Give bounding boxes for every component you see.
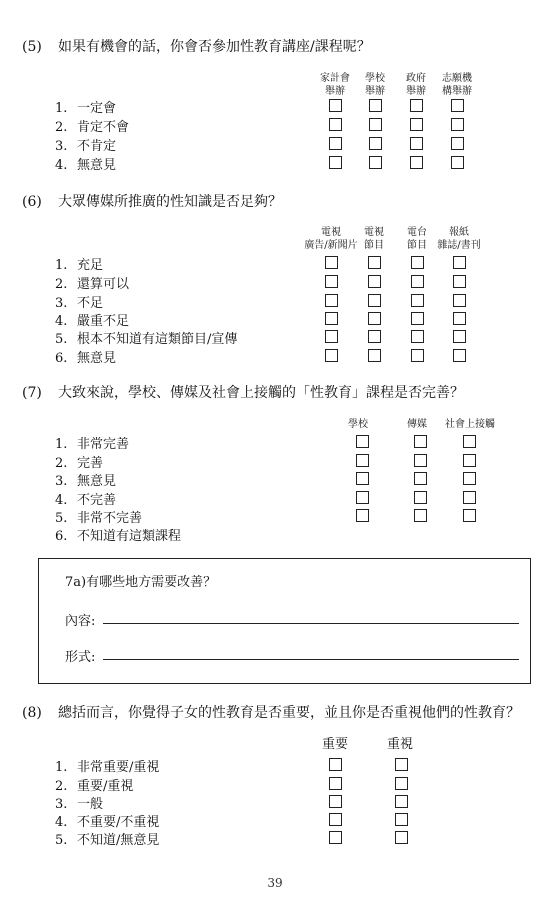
option-row: 2. 還算可以 <box>55 277 130 292</box>
checkbox[interactable] <box>329 795 342 808</box>
column-header: 電視 廣告/新聞片 <box>304 227 358 251</box>
checkbox[interactable] <box>325 294 338 307</box>
checkbox[interactable] <box>411 275 424 288</box>
column-header: 重要 <box>321 737 348 752</box>
question-number: (7) <box>22 385 42 401</box>
checkbox[interactable] <box>414 509 427 522</box>
column-header: 電台 節目 <box>407 227 427 251</box>
checkbox[interactable] <box>329 777 342 790</box>
option-row: 5. 不知道/無意見 <box>55 833 160 848</box>
checkbox[interactable] <box>451 99 464 112</box>
option-row: 2. 完善 <box>55 456 104 471</box>
question-text: 總括而言，你覺得子女的性教育是否重要，並且你是否重視他們的性教育？ <box>58 705 520 721</box>
checkbox[interactable] <box>368 312 381 325</box>
checkbox[interactable] <box>329 137 342 150</box>
checkbox[interactable] <box>368 294 381 307</box>
option-row: 3. 一般 <box>55 797 104 812</box>
checkbox[interactable] <box>369 99 382 112</box>
checkbox[interactable] <box>329 118 342 131</box>
option-row: 5. 根本不知道有這類節目/宣傳 <box>55 332 238 347</box>
checkbox[interactable] <box>368 330 381 343</box>
checkbox[interactable] <box>395 777 408 790</box>
checkbox[interactable] <box>453 256 466 269</box>
content-label: 內容: <box>65 614 96 629</box>
checkbox[interactable] <box>463 472 476 485</box>
checkbox[interactable] <box>325 275 338 288</box>
checkbox[interactable] <box>329 758 342 771</box>
option-row: 4. 嚴重不足 <box>55 314 130 329</box>
checkbox[interactable] <box>369 156 382 169</box>
column-header: 重視 <box>386 737 413 752</box>
column-header: 志願機 構舉辦 <box>442 73 472 97</box>
checkbox[interactable] <box>414 472 427 485</box>
content-answer-line[interactable] <box>103 623 519 624</box>
checkbox[interactable] <box>368 275 381 288</box>
checkbox[interactable] <box>369 137 382 150</box>
checkbox[interactable] <box>414 454 427 467</box>
checkbox[interactable] <box>411 256 424 269</box>
checkbox[interactable] <box>451 156 464 169</box>
checkbox[interactable] <box>356 509 369 522</box>
question-6 <box>22 191 282 211</box>
checkbox[interactable] <box>414 491 427 504</box>
checkbox[interactable] <box>453 275 466 288</box>
checkbox[interactable] <box>414 435 427 448</box>
checkbox[interactable] <box>453 294 466 307</box>
checkbox[interactable] <box>356 435 369 448</box>
checkbox[interactable] <box>356 454 369 467</box>
option-row: 6. 不知道有這類課程 <box>55 529 182 544</box>
followup-title: 7a)有哪些地方需要改善？ <box>65 575 217 590</box>
option-row: 1. 充足 <box>55 258 104 273</box>
page-number: 39 <box>267 876 283 890</box>
checkbox[interactable] <box>329 156 342 169</box>
column-header: 報紙 雜誌/書刊 <box>437 227 481 251</box>
checkbox[interactable] <box>368 256 381 269</box>
question-number: (5) <box>22 39 42 55</box>
checkbox[interactable] <box>369 118 382 131</box>
question-5 <box>22 36 371 56</box>
checkbox[interactable] <box>325 330 338 343</box>
option-row: 5. 非常不完善 <box>55 511 143 526</box>
option-row: 1. 非常完善 <box>55 437 130 452</box>
checkbox[interactable] <box>395 758 408 771</box>
followup-panel-7a <box>38 558 531 684</box>
form-answer-line[interactable] <box>103 659 519 660</box>
option-row: 3. 不足 <box>55 296 104 311</box>
option-row: 2. 肯定不會 <box>55 120 130 135</box>
checkbox[interactable] <box>453 312 466 325</box>
question-number: (8) <box>22 705 42 721</box>
column-header: 政府 舉辦 <box>406 73 426 97</box>
form-label: 形式: <box>65 650 96 665</box>
checkbox[interactable] <box>463 509 476 522</box>
column-header: 學校 舉辦 <box>365 73 385 97</box>
checkbox[interactable] <box>410 118 423 131</box>
option-row: 4. 無意見 <box>55 158 117 173</box>
option-row: 3. 無意見 <box>55 474 117 489</box>
checkbox[interactable] <box>453 330 466 343</box>
checkbox[interactable] <box>411 349 424 362</box>
question-8 <box>22 702 520 722</box>
question-7 <box>22 382 464 402</box>
checkbox[interactable] <box>395 813 408 826</box>
checkbox[interactable] <box>356 491 369 504</box>
question-text: 大眾傳媒所推廣的性知識是否足夠？ <box>58 194 282 210</box>
question-number: (6) <box>22 194 42 210</box>
option-row: 4. 不重要/不重視 <box>55 815 160 830</box>
checkbox[interactable] <box>329 813 342 826</box>
checkbox[interactable] <box>463 491 476 504</box>
checkbox[interactable] <box>325 256 338 269</box>
checkbox[interactable] <box>463 435 476 448</box>
column-header: 學校 <box>348 419 368 430</box>
option-row: 2. 重要/重視 <box>55 779 134 794</box>
checkbox[interactable] <box>395 831 408 844</box>
option-row: 1. 一定會 <box>55 101 117 116</box>
column-header: 社會上接觸 <box>445 419 495 430</box>
column-header: 家計會 舉辦 <box>320 73 350 97</box>
checkbox[interactable] <box>451 118 464 131</box>
checkbox[interactable] <box>395 795 408 808</box>
option-row: 3. 不肯定 <box>55 139 117 154</box>
checkbox[interactable] <box>410 99 423 112</box>
option-row: 1. 非常重要/重視 <box>55 760 160 775</box>
checkbox[interactable] <box>329 99 342 112</box>
option-row: 4. 不完善 <box>55 493 117 508</box>
checkbox[interactable] <box>410 156 423 169</box>
checkbox[interactable] <box>411 294 424 307</box>
checkbox[interactable] <box>325 312 338 325</box>
checkbox[interactable] <box>463 454 476 467</box>
checkbox[interactable] <box>325 349 338 362</box>
column-header: 電視 節目 <box>364 227 384 251</box>
checkbox[interactable] <box>356 472 369 485</box>
checkbox[interactable] <box>411 330 424 343</box>
checkbox[interactable] <box>451 137 464 150</box>
checkbox[interactable] <box>368 349 381 362</box>
checkbox[interactable] <box>410 137 423 150</box>
checkbox[interactable] <box>329 831 342 844</box>
column-header: 傳媒 <box>407 419 427 430</box>
question-text: 大致來說，學校、傳媒及社會上接觸的「性教育」課程是否完善？ <box>58 385 464 401</box>
checkbox[interactable] <box>453 349 466 362</box>
checkbox[interactable] <box>411 312 424 325</box>
option-row: 6. 無意見 <box>55 351 117 366</box>
question-text: 如果有機會的話，你會否參加性教育講座/課程呢？ <box>58 39 371 55</box>
